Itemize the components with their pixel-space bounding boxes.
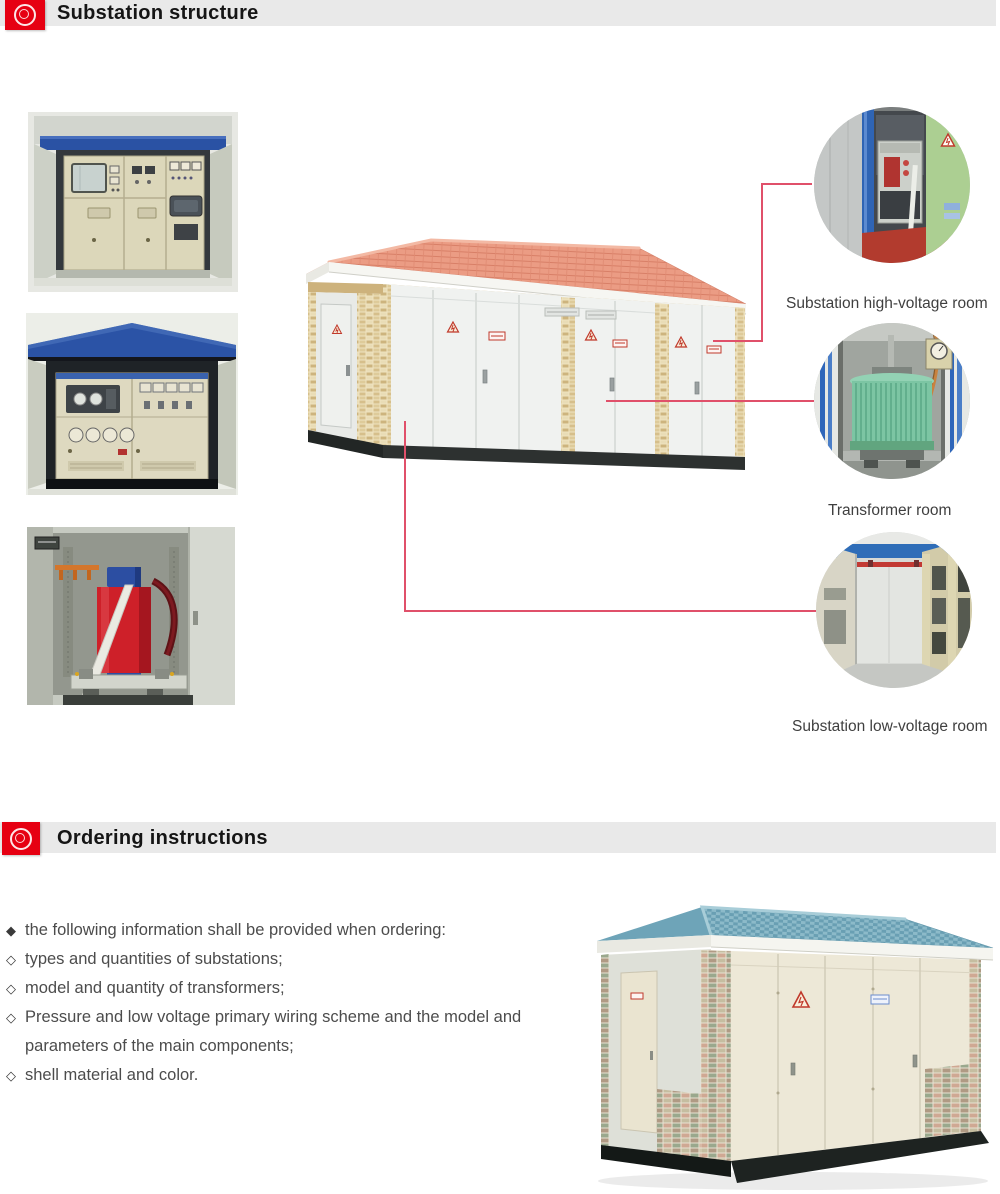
ordering-list <box>6 916 581 1090</box>
low-voltage-room-photo <box>816 532 972 688</box>
callout-label-high-voltage: Substation high-voltage room <box>786 295 988 312</box>
lv-cabinet-photo <box>26 313 238 495</box>
section-title: Substation structure <box>57 2 259 24</box>
diamond-bullet-icon: ◇ <box>6 1010 16 1025</box>
ordering-item-text: Pressure and low voltage primary wiring scheme and the model and parameters of the main components; <box>25 1008 522 1055</box>
section-badge <box>5 0 45 30</box>
diamond-bullet-icon: ◇ <box>6 952 16 967</box>
diamond-bullet-icon: ◇ <box>6 981 16 996</box>
ordering-item-text: the following information shall be provided when ordering: <box>25 921 446 939</box>
dry-transformer-photo <box>27 527 235 705</box>
transformer-room-photo <box>814 323 970 479</box>
callout-label-transformer: Transformer room <box>828 502 952 519</box>
diamond-bullet-icon: ◆ <box>6 923 16 938</box>
box-substation-graphic <box>303 232 748 477</box>
low-voltage-room-graphic <box>816 532 972 688</box>
lv-cabinet-graphic <box>26 313 238 495</box>
hv-switchgear-photo <box>28 112 238 292</box>
callout-label-low-voltage: Substation low-voltage room <box>792 718 988 735</box>
ordering-instructions-section <box>0 810 1000 1194</box>
hv-switchgear-graphic <box>28 112 238 292</box>
high-voltage-room-photo <box>814 107 970 263</box>
ordering-item <box>6 1061 581 1090</box>
ordering-item-text: model and quantity of transformers; <box>25 979 285 997</box>
box-substation-illustration <box>303 232 748 482</box>
ordering-item-text: types and quantities of substations; <box>25 950 283 968</box>
ordering-item <box>6 974 581 1003</box>
diamond-bullet-icon: ◇ <box>6 1068 16 1083</box>
ordering-item <box>6 916 581 945</box>
box-substation-photo <box>573 893 998 1194</box>
ordering-item-text: shell material and color. <box>25 1066 199 1084</box>
ordering-item <box>6 1003 581 1061</box>
emblem-icon <box>14 4 36 26</box>
ordering-item <box>6 945 581 974</box>
section-badge <box>2 822 40 855</box>
high-voltage-room-graphic <box>814 107 970 263</box>
transformer-room-graphic <box>814 323 970 479</box>
box-substation-stone-graphic <box>573 893 998 1193</box>
section-title: Ordering instructions <box>57 827 268 849</box>
emblem-icon <box>10 828 32 850</box>
dry-transformer-graphic <box>27 527 235 705</box>
